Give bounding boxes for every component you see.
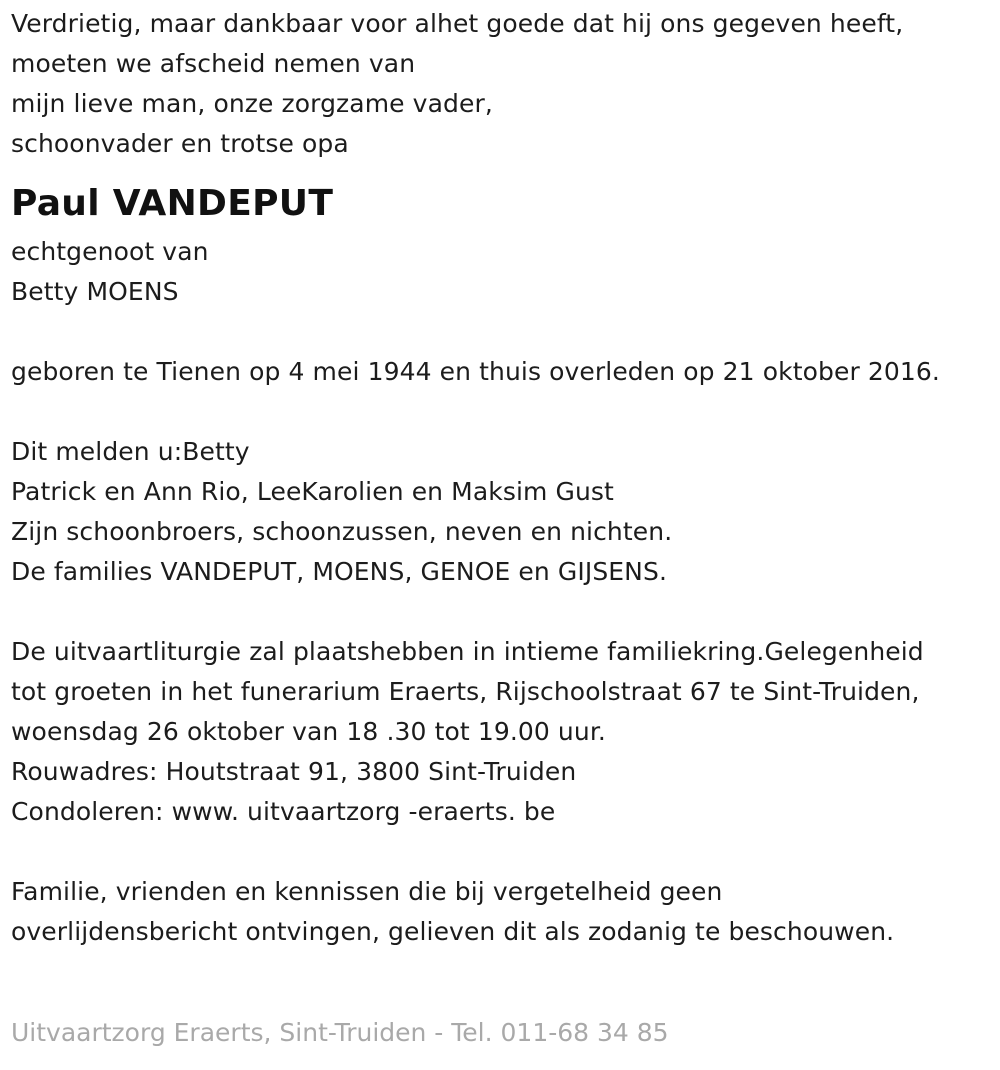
spacer: [11, 312, 991, 352]
spouse-line: echtgenoot van: [11, 237, 209, 266]
ceremony-line: woensdag 26 oktober van 18 .30 tot 19.00 uur.: [11, 717, 606, 746]
ceremony-line: Rouwadres: Houtstraat 91, 3800 Sint-Truiden: [11, 757, 577, 786]
closing-line: Familie, vrienden en kennissen die bij vergetelheid geen: [11, 877, 723, 906]
intro-section: [11, 4, 991, 164]
ceremony-line: Condoleren: www. uitvaartzorg -eraerts. be: [11, 797, 556, 826]
intro-line: Verdrietig, maar dankbaar voor alhet goede dat hij ons gegeven heeft,: [11, 9, 904, 38]
spouse-line: Betty MOENS: [11, 277, 179, 306]
ceremony-line: De uitvaartliturgie zal plaatshebben in intieme familiekring.Gelegenheid: [11, 637, 924, 666]
announcer-line: Dit melden u:Betty: [11, 437, 250, 466]
closing-line: overlijdensbericht ontvingen, gelieven dit als zodanig te beschouwen.: [11, 917, 895, 946]
funeral-home-footer: Uitvaartzorg Eraerts, Sint-Truiden - Tel. 011-68 34 85: [11, 1018, 669, 1047]
closing-section: [11, 872, 991, 952]
spacer: [11, 592, 991, 632]
spouse-section: [11, 232, 991, 312]
ceremony-section: [11, 632, 991, 832]
deceased-name: Paul VANDEPUT: [11, 183, 334, 224]
spacer: [11, 832, 991, 872]
birth-death-line: geboren te Tienen op 4 mei 1944 en thuis overleden op 21 oktober 2016.: [11, 357, 940, 386]
announcer-line: Zijn schoonbroers, schoonzussen, neven en nichten.: [11, 517, 673, 546]
intro-line: moeten we afscheid nemen van: [11, 49, 416, 78]
announcers-section: [11, 432, 991, 592]
announcer-line: Patrick en Ann Rio, LeeKarolien en Maksim Gust: [11, 477, 614, 506]
intro-line: mijn lieve man, onze zorgzame vader,: [11, 89, 493, 118]
obituary-notice: [11, 4, 991, 952]
announcer-line: De families VANDEPUT, MOENS, GENOE en GIJSENS.: [11, 557, 668, 586]
ceremony-line: tot groeten in het funerarium Eraerts, Rijschoolstraat 67 te Sint-Truiden,: [11, 677, 920, 706]
spacer: [11, 392, 991, 432]
intro-line: schoonvader en trotse opa: [11, 129, 349, 158]
